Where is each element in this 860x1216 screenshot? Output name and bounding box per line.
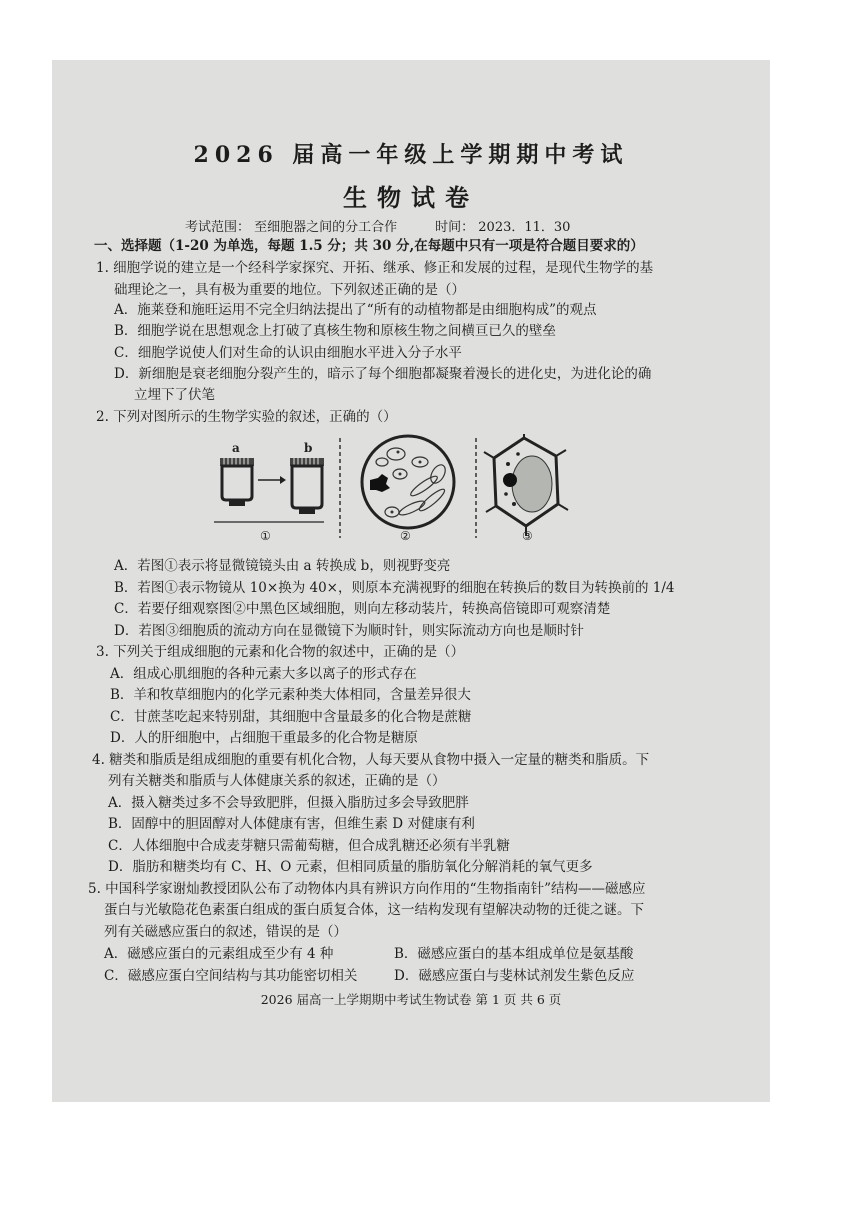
question-4-option-d: D．脂肪和糖类均有 C、H、O 元素，但相同质量的脂肪氧化分解消耗的氧气更多 (108, 859, 593, 875)
question-3-option-b: B．羊和牧草细胞内的化学元素种类大体相同，含量差异很大 (110, 687, 471, 703)
question-4-line-1: 4. 糖类和脂质是组成细胞的重要有机化合物，人每天要从食物中摄入一定量的糖类和脂质。下 (92, 752, 650, 768)
caption-1: ① (260, 529, 271, 543)
field-of-view (362, 436, 454, 528)
objective-a (220, 458, 254, 506)
plant-cell (484, 434, 568, 536)
question-3-option-c: C．甘蔗茎吃起来特别甜，其细胞中含量最多的化合物是蔗糖 (110, 709, 472, 725)
page-footer: 2026 届高一上学期期中考试生物试卷 第 1 页 共 6 页 (260, 992, 562, 1007)
question-1-option-a: A．施莱登和施旺运用不完全归纳法提出了“所有的动植物都是由细胞构成”的观点 (114, 302, 597, 318)
question-1-option-d: D．新细胞是衰老细胞分裂产生的，暗示了每个细胞都凝聚着漫长的进化史，为进化论的确 (114, 366, 652, 382)
exam-page (52, 60, 770, 1102)
exam-title: 2026 届高一年级上学期期中考试 (193, 142, 629, 168)
question-5-option-c: C．磁感应蛋白空间结构与其功能密切相关 (104, 968, 358, 984)
question-4-option-b: B．固醇中的胆固醇对人体健康有害，但维生素 D 对健康有利 (108, 816, 475, 832)
exam-subtitle: 生物试卷 (343, 183, 479, 212)
question-3-option-d: D．人的肝细胞中，占细胞干重最多的化合物是糖原 (110, 730, 418, 746)
label-a: a (232, 441, 240, 455)
question-2-option-b: B．若图①表示物镜从 10×换为 40×，则原本充满视野的细胞在转换后的数目为转换前的 1/4 (114, 580, 675, 596)
question-2-option-d: D．若图③细胞质的流动方向在显微镜下为顺时针，则实际流动方向也是顺时针 (114, 623, 584, 639)
exam-time: 时间： 2023．11．30 (435, 220, 571, 235)
exam-info (185, 216, 570, 235)
question-1-option-b: B．细胞学说在思想观念上打破了真核生物和原核生物之间横亘已久的壁垒 (114, 323, 556, 339)
question-1-option-d-cont: 立埋下了伏笔 (134, 387, 215, 403)
arrow-icon (280, 476, 286, 484)
question-2-line-1: 2. 下列对图所示的生物学实验的叙述，正确的（） (96, 409, 397, 425)
objective-b (290, 458, 324, 514)
question-1-line-2: 础理论之一，具有极为重要的地位。下列叙述正确的是（） (114, 282, 465, 298)
caption-3: ③ (522, 529, 533, 543)
exam-scope: 考试范围： 至细胞器之间的分工合作 (185, 220, 398, 235)
section-heading: 一、选择题（1-20 为单选，每题 1.5 分；共 30 分,在每题中只有一项是符合题目要求的） (94, 238, 644, 254)
question-5-option-a: A．磁感应蛋白的元素组成至少有 4 种 (104, 946, 334, 962)
question-3-line-1: 3. 下列关于组成细胞的元素和化合物的叙述中，正确的是（） (96, 644, 465, 660)
question-3-option-a: A．组成心肌细胞的各种元素大多以离子的形式存在 (110, 666, 417, 682)
question-2-option-c: C．若要仔细观察图②中黑色区域细胞，则向左移动装片，转换高倍镜即可观察清楚 (114, 601, 611, 617)
question-4-option-c: C．人体细胞中合成麦芽糖只需葡萄糖，但合成乳糖还必须有半乳糖 (108, 838, 510, 854)
label-b: b (304, 441, 313, 455)
question-1-option-c: C．细胞学说使人们对生命的认识由细胞水平进入分子水平 (114, 345, 462, 361)
question-4-line-2: 列有关糖类和脂质与人体健康关系的叙述，正确的是（） (108, 773, 446, 789)
question-5-option-b: B．磁感应蛋白的基本组成单位是氨基酸 (394, 946, 634, 962)
question-5-line-3: 列有关磁感应蛋白的叙述，错误的是（） (104, 924, 347, 940)
question-5-line-2: 蛋白与光敏隐花色素蛋白组成的蛋白质复合体，这一结构发现有望解决动物的迁徙之谜。下 (104, 902, 644, 918)
question-5-option-d: D．磁感应蛋白与斐林试剂发生紫色反应 (394, 968, 635, 984)
question-2-option-a: A．若图①表示将显微镜镜头由 a 转换成 b，则视野变亮 (114, 558, 451, 574)
question-5-line-1: 5. 中国科学家谢灿教授团队公布了动物体内具有辨识方向作用的“生物指南针”结构——磁感应 (88, 881, 646, 897)
question-4-option-a: A．摄入糖类过多不会导致肥胖，但摄入脂肪过多会导致肥胖 (108, 795, 469, 811)
dark-cell-region (370, 474, 390, 492)
caption-2: ② (400, 529, 411, 543)
microscope-figure (212, 434, 572, 544)
question-1-line-1: 1. 细胞学说的建立是一个经科学家探究、开拓、继承、修正和发展的过程，是现代生物学的基 (96, 260, 654, 276)
